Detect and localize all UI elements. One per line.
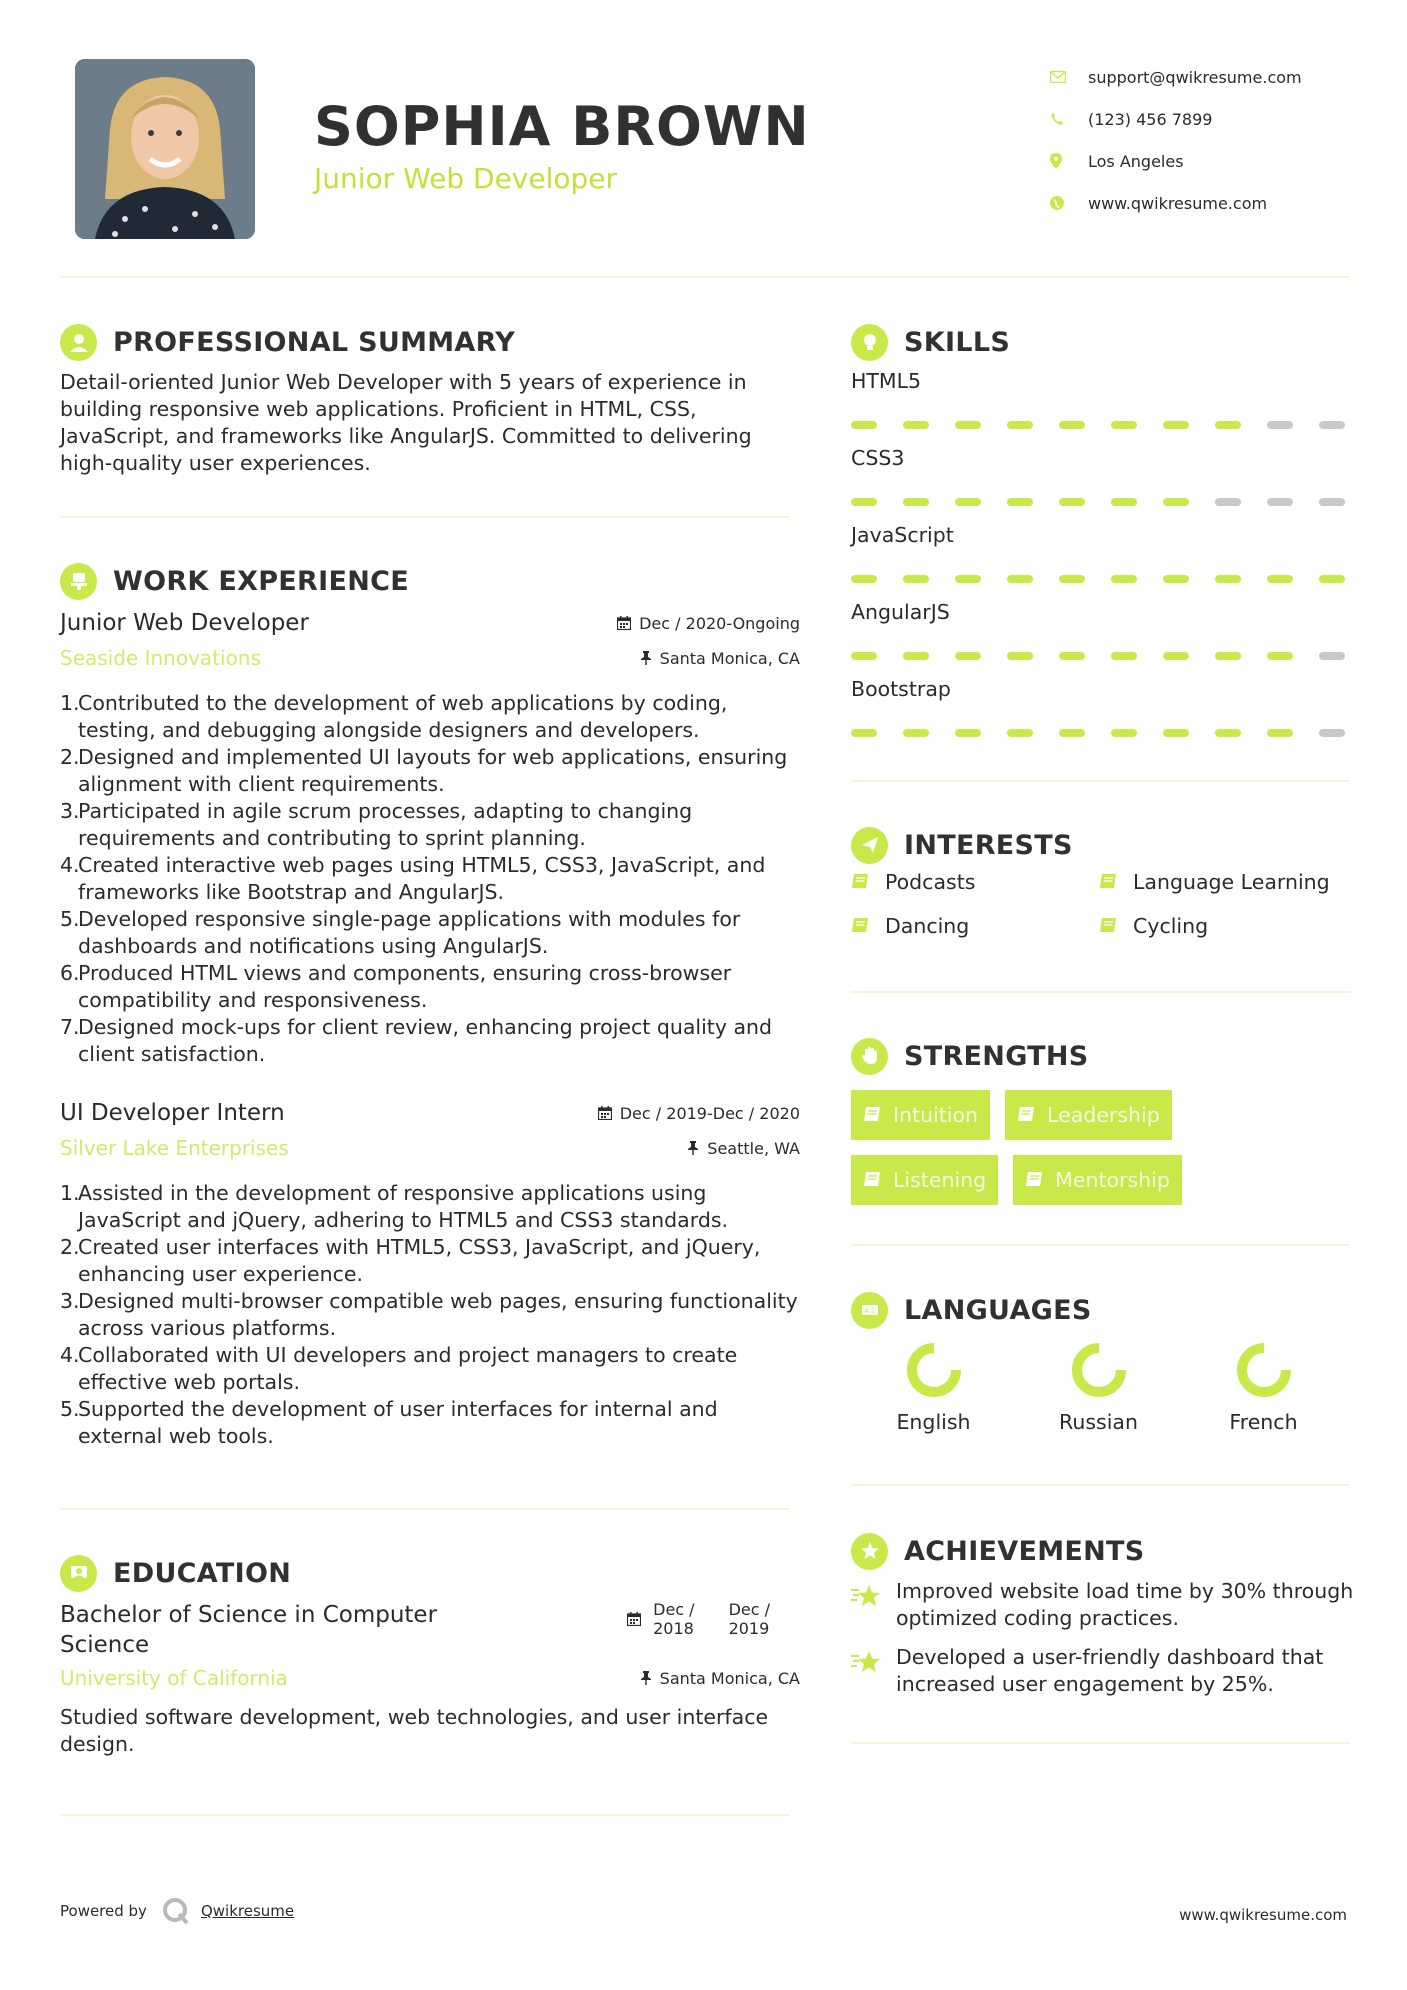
interest-item (1099, 870, 1351, 894)
skill-dot-filled (903, 652, 929, 660)
achievements-list (851, 1578, 1361, 1710)
languages-heading: LANGUAGES (904, 1294, 1092, 1326)
education-degree: Bachelor of Science in Computer Science (60, 1602, 438, 1658)
list-item: 5. Supported the development of user interfaces for internal and external web tools. (60, 1397, 718, 1448)
education-description: Studied software development, web technologies, and user interface design. (60, 1705, 769, 1756)
skill-dot-filled (1059, 575, 1085, 583)
skill-dot-filled (1059, 729, 1085, 737)
phone-icon (1050, 111, 1088, 127)
skill-dot-filled (851, 421, 877, 429)
book-icon (863, 1107, 881, 1123)
svg-text:A文: A文 (863, 1307, 876, 1315)
skill-dot-filled (1163, 575, 1189, 583)
contact-phone-text: (123) 456 7899 (1088, 109, 1213, 129)
skill-item (851, 600, 1351, 677)
strength-label: Intuition (893, 1103, 979, 1127)
summary-divider (60, 516, 790, 518)
interest-label: Language Learning (1133, 870, 1330, 894)
book-icon (851, 874, 885, 890)
skill-dot-empty (1215, 498, 1241, 506)
contact-location (1050, 140, 1390, 182)
strength-chip (1013, 1155, 1182, 1205)
calendar-icon (617, 616, 631, 630)
skill-dot-filled (1111, 652, 1137, 660)
language-progress-ring (1069, 1340, 1129, 1400)
footer-url[interactable]: www.qwikresume.com (1179, 1906, 1347, 1924)
languages-divider (851, 1484, 1350, 1486)
list-item: 2. Created user interfaces with HTML5, CSS3, JavaScript, and jQuery, enhancing user experience. (60, 1235, 761, 1286)
strength-chip (851, 1155, 998, 1205)
skill-dot-filled (955, 575, 981, 583)
interests-divider (851, 991, 1350, 993)
list-item: 4. Collaborated with UI developers and project managers to create effective web portals. (60, 1343, 738, 1394)
job-date-text: Dec / 2020-Ongoing (639, 613, 800, 633)
skill-dot-filled (903, 575, 929, 583)
strength-label: Mentorship (1055, 1168, 1170, 1192)
language-progress-arc (912, 1348, 956, 1392)
list-item: 3. Participated in agile scrum processes, adapting to changing requirements and contributing to sprint planning. (60, 799, 693, 850)
language-progress-arc (1077, 1348, 1121, 1392)
pushpin-icon (640, 1671, 652, 1685)
job-date (598, 1104, 800, 1123)
list-item: 7. Designed mock-ups for client review, enhancing project quality and client satisfaction. (60, 1015, 773, 1066)
job-location (640, 649, 800, 668)
book-icon (863, 1172, 881, 1188)
education-entry (60, 1600, 800, 1758)
skill-dot-filled (1163, 421, 1189, 429)
strength-chip (1005, 1090, 1172, 1140)
skill-name: AngularJS (851, 600, 950, 624)
language-item (1016, 1340, 1181, 1434)
interests-section-header (851, 825, 1073, 865)
graduation-icon (60, 1555, 97, 1592)
skill-item (851, 369, 1351, 446)
skill-dot-filled (1319, 575, 1345, 583)
strength-label: Listening (893, 1168, 987, 1192)
candidate-title: Junior Web Developer (314, 162, 618, 195)
list-item: 2. Designed and implemented UI layouts for web applications, ensuring alignment with client requirements. (60, 745, 788, 796)
achievement-text: Developed a user-friendly dashboard that increased user engagement by 25%. (896, 1645, 1324, 1696)
job-entry-2 (60, 1100, 800, 1450)
education-heading: EDUCATION (113, 1557, 292, 1589)
language-item (1181, 1340, 1346, 1434)
list-item: 1. Assisted in the development of responsive applications using JavaScript and jQuery, adhering to HTML5 and CSS3 standards. (60, 1181, 729, 1232)
skill-dot-filled (851, 652, 877, 660)
job-entry-1 (60, 610, 800, 1068)
skill-dot-filled (903, 498, 929, 506)
skill-dot-filled (955, 652, 981, 660)
summary-section-header (60, 322, 515, 362)
skill-dot-filled (1059, 421, 1085, 429)
skill-dot-filled (1111, 421, 1137, 429)
language-name: French (1229, 1410, 1298, 1434)
languages-list (851, 1340, 1351, 1434)
strengths-list (851, 1090, 1351, 1220)
skill-dot-filled (1111, 729, 1137, 737)
skill-dot-filled (1059, 498, 1085, 506)
skill-item (851, 523, 1351, 600)
language-item (851, 1340, 1016, 1434)
skill-dot-empty (1319, 421, 1345, 429)
language-name: Russian (1059, 1410, 1138, 1434)
star-icon (851, 1644, 896, 1698)
skill-name: HTML5 (851, 369, 922, 393)
star-icon (851, 1578, 896, 1632)
calendar-icon (627, 1612, 641, 1626)
map-pin-icon (1050, 153, 1088, 169)
strength-chip (851, 1090, 990, 1140)
skill-dot-empty (1319, 498, 1345, 506)
skill-dot-filled (1163, 498, 1189, 506)
skill-dot-filled (851, 729, 877, 737)
skill-rating (851, 729, 1351, 737)
strengths-heading: STRENGTHS (904, 1040, 1089, 1072)
job-location-text: Santa Monica, CA (659, 648, 800, 668)
skill-dot-filled (1111, 575, 1137, 583)
education-start-date: Dec / 2018 (653, 1600, 695, 1638)
skill-dot-filled (1007, 729, 1033, 737)
education-divider (60, 1814, 790, 1816)
education-location (640, 1669, 800, 1688)
language-progress-ring (1234, 1340, 1294, 1400)
skill-dot-filled (1059, 652, 1085, 660)
skill-dot-filled (1215, 421, 1241, 429)
candidate-name: SOPHIA BROWN (314, 95, 810, 158)
job-date (617, 614, 800, 633)
skill-dot-filled (1007, 652, 1033, 660)
contact-website-text: www.qwikresume.com (1088, 193, 1268, 213)
skill-dot-filled (1267, 575, 1293, 583)
skill-dot-filled (1267, 729, 1293, 737)
user-icon (60, 324, 97, 361)
job-location (687, 1139, 800, 1158)
list-item: 4. Created interactive web pages using HTML5, CSS3, JavaScript, and frameworks like Bootstrap and AngularJS. (60, 853, 766, 904)
education-end-date: Dec / 2019 (728, 1600, 770, 1638)
skill-dot-empty (1267, 421, 1293, 429)
skill-dot-filled (1215, 652, 1241, 660)
skill-dot-filled (1163, 652, 1189, 660)
calendar-icon (598, 1106, 612, 1120)
avatar-illustration (75, 59, 255, 239)
skills-list (851, 369, 1351, 754)
brand-name[interactable]: Qwikresume (200, 1902, 295, 1920)
job-location-text: Seattle, WA (707, 1138, 800, 1158)
skill-dot-filled (955, 498, 981, 506)
language-progress-ring (904, 1340, 964, 1400)
education-school: University of California (60, 1666, 288, 1690)
language-progress-arc (1242, 1348, 1286, 1392)
list-item: 1. Contributed to the development of web applications by coding, testing, and debugging alongside designers and developers. (60, 691, 728, 742)
experience-divider (60, 1508, 790, 1510)
skill-dot-filled (903, 729, 929, 737)
job-role: UI Developer Intern (60, 1100, 285, 1126)
lightbulb-icon (851, 324, 888, 361)
experience-section-header (60, 561, 409, 601)
pushpin-icon (687, 1141, 699, 1155)
contact-location-text: Los Angeles (1088, 151, 1184, 171)
skill-dot-filled (1163, 729, 1189, 737)
qwikresume-logo-icon (161, 1896, 191, 1926)
skill-rating (851, 498, 1351, 506)
education-section-header (60, 1553, 291, 1593)
skill-dot-filled (903, 421, 929, 429)
skill-dot-empty (1267, 498, 1293, 506)
skill-dot-filled (1267, 652, 1293, 660)
job-date-text: Dec / 2019-Dec / 2020 (619, 1103, 800, 1123)
summary-heading: PROFESSIONAL SUMMARY (113, 326, 516, 358)
list-item: 6. Produced HTML views and components, ensuring cross-browser compatibility and responsiveness. (60, 961, 732, 1012)
skill-dot-filled (1007, 421, 1033, 429)
book-icon (1025, 1172, 1043, 1188)
interest-item (1099, 914, 1351, 938)
skill-name: Bootstrap (851, 677, 951, 701)
interest-item (851, 914, 1099, 938)
skill-item (851, 677, 1351, 754)
skill-dot-filled (1215, 729, 1241, 737)
skill-rating (851, 652, 1351, 660)
skill-dot-filled (851, 498, 877, 506)
contact-email-text: support@qwikresume.com (1088, 67, 1302, 87)
interest-label: Dancing (885, 914, 970, 938)
list-item: 5. Developed responsive single-page applications with modules for dashboards and notifications using AngularJS. (60, 907, 741, 958)
skill-rating (851, 575, 1351, 583)
interest-label: Cycling (1133, 914, 1209, 938)
languages-section-header (851, 1290, 1092, 1330)
strengths-divider (851, 1244, 1350, 1246)
interests-heading: INTERESTS (904, 829, 1073, 861)
interest-label: Podcasts (885, 870, 976, 894)
achievement-text: Improved website load time by 30% through optimized coding practices. (896, 1579, 1354, 1630)
skills-section-header (851, 322, 1010, 362)
skill-dot-filled (955, 729, 981, 737)
header-divider (60, 276, 1350, 278)
paper-plane-icon (851, 827, 888, 864)
translate-icon (851, 1292, 888, 1329)
book-icon (1017, 1107, 1035, 1123)
skill-name: JavaScript (851, 523, 954, 547)
contact-phone[interactable] (1050, 98, 1390, 140)
skills-divider (851, 780, 1350, 782)
globe-icon (1050, 195, 1088, 211)
trophy-icon (851, 1533, 888, 1570)
book-icon (1099, 918, 1133, 934)
language-name: English (896, 1410, 971, 1434)
interests-list (851, 870, 1351, 938)
skill-dot-empty (1319, 729, 1345, 737)
achievement-item (851, 1644, 1361, 1698)
envelope-icon (1050, 69, 1088, 85)
skill-dot-filled (1007, 575, 1033, 583)
achievements-section-header (851, 1531, 1145, 1571)
contact-email[interactable] (1050, 56, 1390, 98)
skill-dot-filled (851, 575, 877, 583)
skills-heading: SKILLS (904, 326, 1011, 358)
skill-dot-filled (1215, 575, 1241, 583)
job-duties (60, 1180, 800, 1450)
contact-website[interactable] (1050, 182, 1390, 224)
achievements-divider (851, 1742, 1350, 1744)
education-dates (627, 1600, 770, 1660)
experience-heading: WORK EXPERIENCE (113, 565, 409, 597)
skill-dot-filled (955, 421, 981, 429)
achievements-heading: ACHIEVEMENTS (904, 1535, 1145, 1567)
profile-photo (75, 59, 255, 239)
interest-item (851, 870, 1099, 894)
book-icon (851, 918, 885, 934)
skill-rating (851, 421, 1351, 429)
brand-link[interactable] (161, 1896, 294, 1926)
footer-powered-by (60, 1896, 294, 1926)
pushpin-icon (640, 651, 652, 665)
skill-item (851, 446, 1351, 523)
skill-dot-empty (1319, 652, 1345, 660)
education-location-text: Santa Monica, CA (659, 1668, 800, 1688)
strengths-section-header (851, 1036, 1089, 1076)
job-company: Silver Lake Enterprises (60, 1136, 289, 1160)
book-icon (1099, 874, 1133, 890)
hand-icon (851, 1038, 888, 1075)
job-duties (60, 690, 800, 1068)
summary-text: Detail-oriented Junior Web Developer with 5 years of experience in building responsive web applications. Proficient in HTML, CSS, JavaScript, and frameworks like AngularJS. Committed to delivering high-quality user experiences. (60, 370, 752, 475)
skill-dot-filled (1007, 498, 1033, 506)
strength-label: Leadership (1047, 1103, 1160, 1127)
achievement-item (851, 1578, 1361, 1632)
skill-dot-filled (1111, 498, 1137, 506)
job-company: Seaside Innovations (60, 646, 261, 670)
list-item: 3. Designed multi-browser compatible web pages, ensuring functionality across various platforms. (60, 1289, 798, 1340)
contact-list (1050, 56, 1390, 224)
job-role: Junior Web Developer (60, 610, 309, 636)
powered-by-label: Powered by (60, 1902, 147, 1920)
skill-name: CSS3 (851, 446, 905, 470)
briefcase-icon (60, 563, 97, 600)
